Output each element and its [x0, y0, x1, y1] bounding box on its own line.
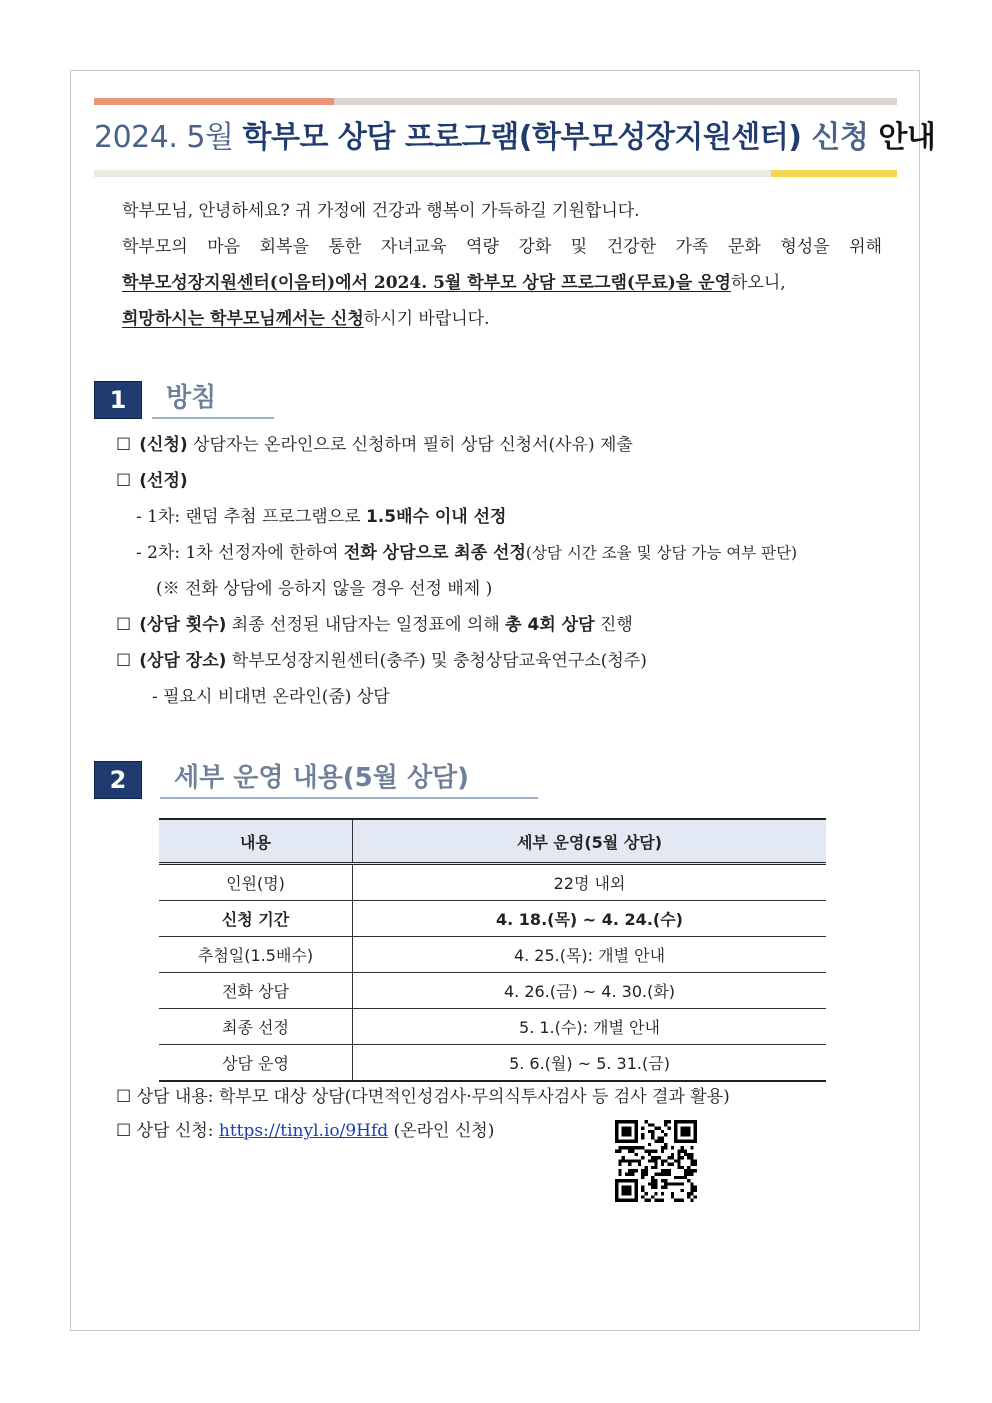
- checkbox-icon: ☐: [116, 651, 132, 671]
- checkbox-icon: ☐: [116, 615, 132, 635]
- list-item: ☐ 상담 신청: https://tinyl.io/9Hfd (온라인 신청): [116, 1121, 495, 1141]
- checkbox-icon: ☐: [116, 435, 132, 455]
- list-subitem: - 1차: 랜덤 추첨 프로그램으로 1.5배수 이내 선정: [136, 507, 507, 527]
- table-row: 인원(명) 22명 내외: [159, 864, 826, 901]
- list-item: ☐ (선정): [116, 471, 188, 491]
- document-title: 2024. 5월 학부모 상담 프로그램(학부모성장지원센터) 신청 안내: [94, 120, 936, 155]
- list-subitem: - 2차: 1차 선정자에 한하여 전화 상담으로 최종 선정(상담 시간 조율 및 상담 가능 여부 판단): [136, 543, 798, 563]
- section-1-heading: [94, 381, 274, 419]
- table-header: 내용: [159, 819, 353, 864]
- list-item: ☐ (상담 횟수) 최종 선정된 내담자는 일정표에 의해 총 4회 상담 진행: [116, 615, 633, 635]
- list-item: ☐ 상담 내용: 학부모 대상 상담(다면적인성검사·무의식투사검사 등 검사 결과 활용): [116, 1087, 730, 1107]
- table-row: 최종 선정 5. 1.(수): 개별 안내: [159, 1009, 826, 1045]
- section-number: 2: [94, 761, 142, 799]
- table-header: 세부 운영(5월 상담): [353, 819, 827, 864]
- intro-paragraph: [122, 197, 882, 341]
- apply-link[interactable]: https://tinyl.io/9Hfd: [218, 1121, 389, 1141]
- title-top-bar: [94, 98, 897, 105]
- section-1-items: [116, 431, 797, 719]
- section-title: 세부 운영 내용(5월 상담): [160, 761, 538, 799]
- intro-line: 학부모의 마음 회복을 통한 자녀교육 역량 강화 및 건강한 가족 문화 형성을 위해: [122, 237, 882, 257]
- detail-table: [159, 818, 826, 1082]
- intro-line: 희망하시는 학부모님께서는 신청하시기 바랍니다.: [122, 309, 490, 329]
- intro-line: 학부모님, 안녕하세요? 귀 가정에 건강과 행복이 가득하길 기원합니다.: [122, 201, 640, 221]
- intro-line: 학부모성장지원센터(이음터)에서 2024. 5월 학부모 상담 프로그램(무료)을 운영하오니,: [122, 273, 786, 293]
- section-title: 방침: [152, 381, 274, 419]
- section-2-heading: [94, 761, 538, 799]
- table-row: 신청 기간 4. 18.(목) ~ 4. 24.(수): [159, 901, 826, 937]
- checkbox-icon: ☐: [116, 471, 132, 491]
- qr-code-icon[interactable]: [615, 1120, 697, 1202]
- table-header-row: [159, 819, 826, 864]
- list-item: ☐ (신청) 상담자는 온라인으로 신청하며 필히 상담 신청서(사유) 제출: [116, 435, 633, 455]
- list-subitem: - 필요시 비대면 온라인(줌) 상담: [152, 687, 390, 707]
- title-bottom-bar: [94, 170, 897, 177]
- table-row: 추첨일(1.5배수) 4. 25.(목): 개별 안내: [159, 937, 826, 973]
- table-row: 상담 운영 5. 6.(월) ~ 5. 31.(금): [159, 1045, 826, 1082]
- list-item: ☐ (상담 장소) 학부모성장지원센터(충주) 및 충청상담교육연구소(청주): [116, 651, 647, 671]
- checkbox-icon: ☐: [116, 1121, 132, 1141]
- checkbox-icon: ☐: [116, 1087, 132, 1107]
- table-row: 전화 상담 4. 26.(금) ~ 4. 30.(화): [159, 973, 826, 1009]
- section-number: 1: [94, 381, 142, 419]
- list-note: (※ 전화 상담에 응하지 않을 경우 선정 배제 ): [156, 579, 493, 599]
